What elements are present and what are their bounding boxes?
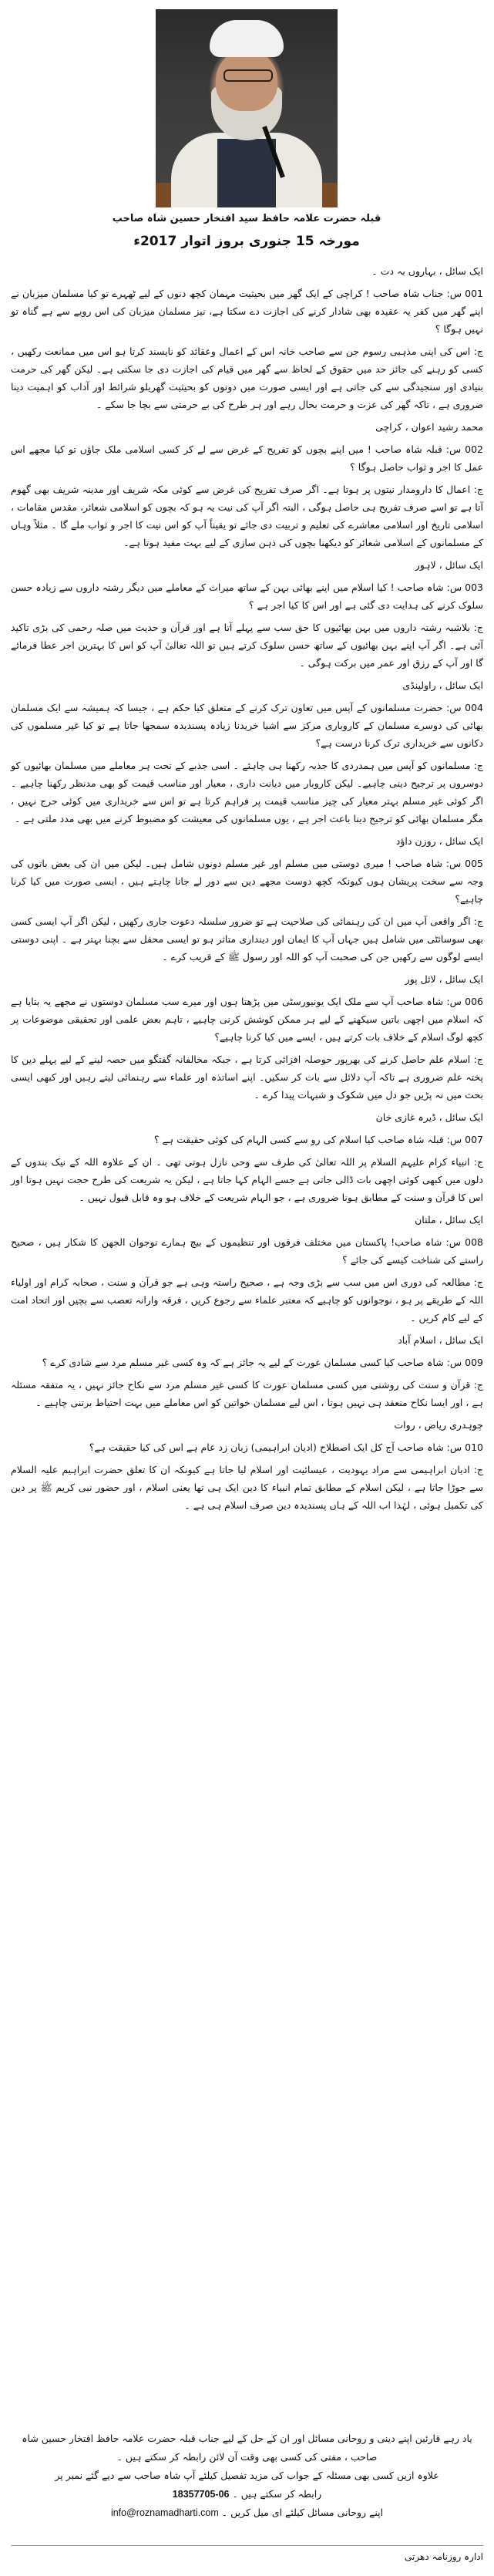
publisher-credit: ادارہ روزنامہ دھرتی xyxy=(405,2551,483,2562)
questioner: ایک سائل ، لائل پور xyxy=(405,973,483,985)
answer: ج: بلاشبہ رشتہ داروں میں بہن بھائیوں کا حق سب سے پہلے آتا ہے اور قرآن و حدیث میں صلہ رحمی کی بڑی تاکید آئی ہے۔ اگر آپ اپنے بہن بھائیوں کے ساتھ حسن سلوک کرتے ہیں تو اللہ تعالیٰ آپ کو اس کا بہترین اجر عطا فرمائے گا اور آپ کے رزق اور عمر میں برکت ہوگی ۔ xyxy=(11,622,483,669)
answer: ج: مطالعہ کی دوری اس میں سب سے بڑی وجہ ہے ، صحیح راستہ وہی ہے جو قرآن و سنت ، صحابہ کرام اور اولیاء اللہ کے طریقے پر ہو ، نوجوانوں کو چاہیے کہ معتبر علماء سے رجوع کریں ، فرقہ وارانہ تعصب سے بچیں اور اتحاد امت کے لیے کام کریں ۔ xyxy=(11,1276,483,1323)
questioner: چوہدری ریاض ، روات xyxy=(394,1419,483,1431)
question: 006 س: شاہ صاحب آپ سے ملک ایک یونیورسٹی میں پڑھتا ہوں اور میرے سب مسلمان دوستوں نے مجھے یہ بتایا ہے کہ اسلام میں اچھی باتیں سیکھنے کے لیے ہر ممکن کوشش کرنی چاہیے ، تاہم بعض علمی اور تحقیقی موضوعات پر کچھ لوگ اسلام کے خلاف بات کرتے ہیں ، ایسے میں کیا کرنا چاہیے؟ xyxy=(11,996,483,1043)
footer-line-3 xyxy=(11,2485,483,2504)
question: 001 س: جناب شاہ صاحب ! کراچی کے ایک گھر میں بحیثیت مہمان کچھ دنوں کے لیے ٹھہرے تو کیا مسلمان میزبان نے اپنے گھر میں کفر یہ عقیدہ بھی شادار کرنے کی اجازت دے سکتا ہے، نیز مسلمان میزبان کی اس رویے سے ہے گناہ تو نہیں ہوگا ؟ xyxy=(11,288,483,335)
vest-shape xyxy=(217,139,276,207)
question: 002 س: قبلہ شاہ صاحب ! میں اپنے بچوں کو تفریح کے غرض سے لے کر کسی اسلامی ملک جاؤں تو کیا مجھے اس عمل کا اجر و ثواب حاصل ہوگا ؟ xyxy=(11,443,483,473)
questioner: ایک سائل ، ڈیرہ غازی خان xyxy=(375,1111,483,1123)
phone-number[interactable]: 06-18357705 xyxy=(172,2489,230,2500)
footer-line-4 xyxy=(11,2504,483,2522)
question: 008 س: شاہ صاحب! پاکستان میں مختلف فرقوں اور تنظیموں کے بیچ ہمارے نوجوان الجھن کا شکار ہیں ، صحیح راستے کی شناخت کیسے کی جائے ؟ xyxy=(11,1236,483,1266)
footer-contact-label: رابطہ کر سکتے ہیں ۔ xyxy=(232,2488,322,2500)
questioner: ایک سائل ، اسلام آباد xyxy=(398,1334,483,1346)
turban-shape xyxy=(210,20,284,57)
column-date: مورخہ 15 جنوری بروز اتوار 2017ء xyxy=(133,234,360,249)
answer: ج: اسلام علم حاصل کرنے کی بھرپور حوصلہ افزائی کرتا ہے ، جبکہ مخالفانہ گفتگو میں حصہ لینے کے لیے پہلے دین کا پختہ علم ضروری ہے تاکہ آپ دلائل سے بات کر سکیں۔ اپنے اساتذہ اور علماء سے رہنمائی لیتے رہیں اور کبھی ایسی بحث میں نہ پڑیں جو دل میں شکوک و شبہات پیدا کرے ۔ xyxy=(11,1054,483,1101)
questioner: ایک سائل ، بہاروں بہ دت ۔ xyxy=(371,265,483,277)
answer: ج: مسلمانوں کو آپس میں ہمدردی کا جذبہ رکھنا ہی چاہئے ۔ اسی جذبے کے تحت ہر معاملے میں مسلمان بھائیوں کو دوسروں پر ترجیح دینی چاہیے۔ لیکن کاروبار میں دیانت داری ، معیار اور مناسب قیمت کو بھی مدنظر رکھنا چاہیے ۔ اگر کوئی غیر مسلم بہتر معیار کی چیز مناسب قیمت پر فراہم کرتا ہے تو اس سے خریداری میں کوئی حرج نہیں ، مگر مسلمان بھائی کو ترجیح دینا باعث اجر ہے ، یوں مسلمانوں کی معیشت کو مضبوط کرنے میں بھی مدد ملتی ہے ۔ xyxy=(11,760,483,824)
question: 010 س: شاہ صاحب آج کل ایک اصطلاح (ادیان ابراہیمی) زبان زد عام ہے اس کی کیا حقیقت ہے؟ xyxy=(89,1441,483,1453)
answer: ج: اعمال کا دارومدار نیتوں پر ہوتا ہے۔ اگر صرف تفریح کی غرض سے کوئی مکہ شریف اور مدینہ شریف بھی گھوم آتا ہے تو اسے صرف تفریح ہی حاصل ہوگی ، البتہ اگر آپ کی نیت یہ ہو کہ بچوں کو اسلامی شعائر، مقدس مقامات ، اسلامی تاریخ اور اسلامی معاشرے کی تعلیم و تربیت دی جائے تو یقیناً آپ کو اس نیت کا اجر و ثواب ملے گا ۔ مثلاً وہاں کے مسلمانوں کے اسلامی شعائر کو دیکھنا بچوں کی ذہن سازی کے لیے بہت مفید ہوتا ہے۔ xyxy=(11,484,483,548)
question: 004 س: حضرت مسلمانوں کے آپس میں تعاون ترک کرنے کے متعلق کیا حکم ہے ، جیسا کہ ہمیشہ سے ایک مسلمان بھائی کی دوسرے مسلمان کے کاروباری مرکز سے اشیا خریدنا زیادہ پسندیدہ سمجھا جاتا ہے تو کیا غیر مسلموں کی دکانوں سے خریداری ترک کرنا درست ہے؟ xyxy=(11,702,483,749)
qa-column xyxy=(11,262,483,1519)
answer: ج: ادیان ابراہیمی سے مراد یہودیت ، عیسائیت اور اسلام لیا جاتا ہے کیونکہ ان کا تعلق حضرت ابراہیم علیہ السلام سے جوڑا جاتا ہے ، لیکن اسلام کے مطابق تمام انبیاء کا دین ایک ہی تھا یعنی اسلام ، اور حضور نبی کریم ﷺ پر دین کی تکمیل ہوئی ، لہٰذا اب اللہ کے ہاں پسندیدہ دین صرف اسلام ہی ہے ۔ xyxy=(11,1464,483,1511)
questioner: محمد رشید اعوان ، کراچی xyxy=(375,421,483,433)
answer: ج: اس کی اپنی مذہبی رسوم جن سے صاحب خانہ اس کے اعمال وعقائد کو ناپسند کرتا ہو اس میں ممانعت رکھیں ، کسی کو رہنے کی جائز حد میں حقوق کے لحاظ سے گھر میں قیام کی اجازت دی جا سکتی ہے۔ لیکن گھر کی حرمت بنیادی اور سنجیدگی سے کی جاتی ہے اور ایسی صورت میں دونوں کو بحیثیت گھریلو شرائط اور آداب کو اہمیت دینا ضروری ہے ، تاکہ گھر کی عزت و حرمت بحال رہے اور ہر طرح کی بے حرمتی سے بچا جا سکے ۔ xyxy=(11,346,483,410)
question: 009 س: شاہ صاحب کیا کسی مسلمان عورت کے لیے یہ جائز ہے کہ وہ کسی غیر مسلم مرد سے شادی کرے ؟ xyxy=(42,1357,483,1368)
portrait-photo xyxy=(156,9,338,207)
questioner: ایک سائل ، روزن داؤد xyxy=(395,835,483,847)
footer xyxy=(11,2429,483,2522)
questioner: ایک سائل ، ملتان xyxy=(415,1214,483,1226)
footer-email-label: اپنے روحانی مسائل کیلئے ای میل کریں ۔ xyxy=(221,2507,384,2518)
question: 005 س: شاہ صاحب ! میری دوستی میں مسلم اور غیر مسلم دونوں شامل ہیں۔ لیکن میں ان کی بعض باتوں کی وجہ سے سخت پریشان ہوں کیونکہ کچھ دوست مجھے دین سے دور لے جانا چاہتے ہیں ، ایسی صورت میں کیا کرنا چاہیے؟ xyxy=(11,858,483,905)
footer-divider xyxy=(11,2545,483,2546)
glasses-shape xyxy=(223,69,273,82)
question: 007 س: قبلہ شاہ صاحب کیا اسلام کی رو سے کسی الہام کی کوئی حقیقت ہے ؟ xyxy=(153,1134,483,1145)
answer: ج: اگر واقعی آپ میں ان کی رہنمائی کی صلاحیت ہے تو ضرور سلسلہ دعوت جاری رکھیں ، لیکن اگر آپ ایسی کسی بھی سوسائٹی میں شامل ہیں جہاں آپ کا ایمان اور دینداری متاثر ہو تو ایسی محفل سے بچنا بہتر ہے ۔ اپنی دوستی ایسے لوگوں سے رکھیں جن کی صحبت آپ کو اللہ اور رسول ﷺ کے قریب کرے ۔ xyxy=(11,915,483,963)
question: 003 س: شاہ صاحب ! کیا اسلام میں اپنے بھائی بہن کے ساتھ میراث کے معاملے میں دیگر رشتہ داروں سے زیادہ حسن سلوک کرنے کی ہدایت دی گئی ہے اور اس کا کیا اجر ہے ؟ xyxy=(11,582,483,611)
answer: ج: قرآن و سنت کی روشنی میں کسی مسلمان عورت کا کسی غیر مسلم مرد سے نکاح جائز نہیں ، یہ متفقہ مسئلہ ہے ، اور ایسا نکاح منعقد ہی نہیں ہوتا ، اس لیے مسلمان خواتین کو اس معاملے میں بہت احتیاط برتنی چاہیے ۔ xyxy=(11,1379,483,1408)
questioner: ایک سائل ، راولپنڈی xyxy=(402,679,483,691)
footer-line-1: یاد رہے قارئین اپنے دینی و روحانی مسائل اور ان کے حل کے لیے جناب قبلہ حضرت علامہ حافظ افتخار حسین شاہ صاحب ، مفتی کی کسی بھی وقت آن لائن رابطہ کر سکتے ہیں ۔ xyxy=(22,2433,472,2463)
answer: ج: انبیاء کرام علیہم السلام پر اللہ تعالیٰ کی طرف سے وحی نازل ہوتی تھی ۔ ان کے علاوہ اللہ کے نیک بندوں کے دلوں میں کبھی کوئی اچھی بات ڈالی جاتی ہے جسے الہام کہا جاتا ہے ، لیکن یہ شریعت کی طرح حجت نہیں ہوتا اور اس کا قرآن و سنت کے مطابق ہونا ضروری ہے ، جو الہام شریعت کے خلاف ہو وہ قابل قبول نہیں ۔ xyxy=(11,1156,483,1203)
photo-caption: قبلہ حضرت علامہ حافظ سید افتخار حسین شاہ صاحب xyxy=(112,213,381,224)
questioner: ایک سائل ، لاہور xyxy=(415,559,483,571)
email-link[interactable]: info@roznamadharti.com xyxy=(110,2507,219,2518)
footer-line-2: علاوہ ازیں کسی بھی مسئلہ کے جواب کی مزید تفصیل کیلئے آپ شاہ صاحب سے دیے گئے نمبر پر xyxy=(55,2470,439,2481)
